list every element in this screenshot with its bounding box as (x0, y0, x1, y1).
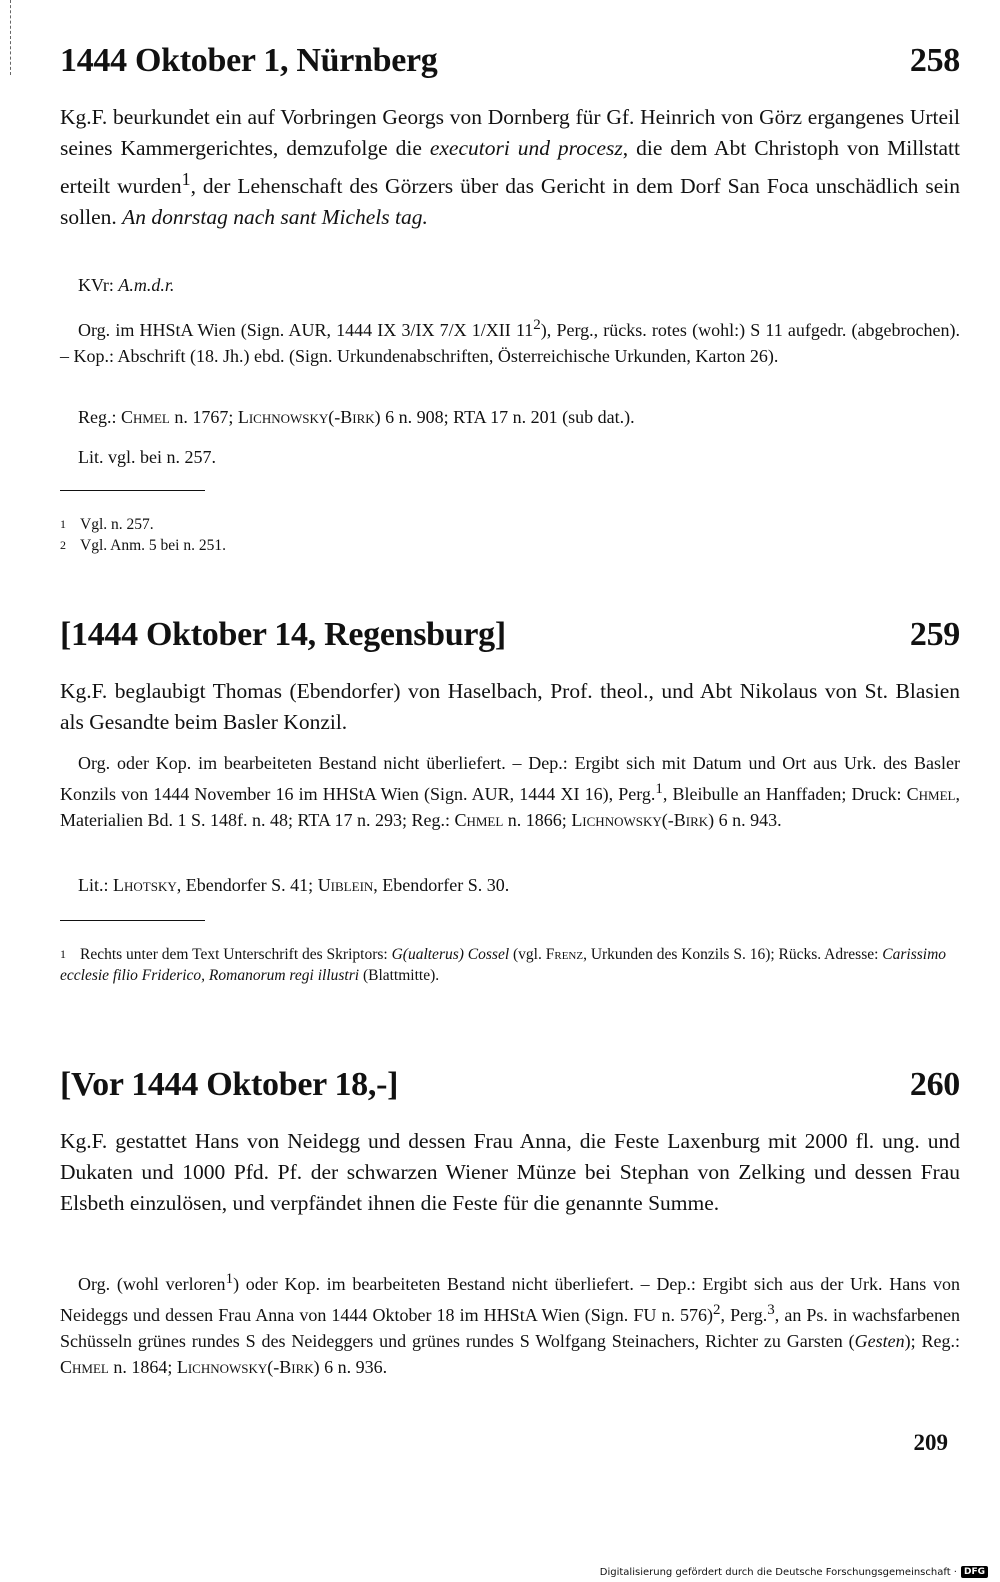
footnote-divider (60, 490, 205, 491)
dfg-logo: DFG (961, 1566, 988, 1578)
credit-text: Digitalisierung gefördert durch die Deutsche Forschungsgemeinschaft · (599, 1566, 957, 1578)
entry-number: 260 (909, 1066, 960, 1103)
entry-259-literature: Lit.: Lhotsky, Ebendorfer S. 41; Uiblein, Ebendorfer S. 30. (78, 875, 510, 895)
entry-258-abstract: Kg.F. beurkundet ein auf Vorbringen Georgs von Dornberg für Gf. Heinrich von Görz ergangenes Urteil seines Kammergerichtes, demzufolge die executori und procesz, die dem Abt Christoph von Millstatt erteilt wurden$^1$, der Lehenschaft des Görzers über das Gericht in dem Dorf San Foca unschädlich sein sollen. An donrstag nach sant Michels tag. (60, 105, 961, 230)
entry-258-heading (60, 42, 960, 80)
entry-260-tradition: Org. (wohl verloren$^1$) oder Kop. im bearbeiteten Bestand nicht überliefert. – Dep.: Ergibt sich aus der Urk. Hans von Neideggs und dessen Frau Anna von 1444 Oktober 18 im HHStA Wien (Sign. FU n. 576)$^2$, Perg.$^3$, an Ps. in wachsfarbenen Schüsseln grünes rundes S des Neideggers und grünes rundes S Wolfgang Steinachers, Richter zu Garsten (Gesten); Reg.: Chmel n. 1864; Lichnowsky(-Birk) 6 n. 936. (60, 1271, 961, 1377)
entry-259-footnote-1: 1 Rechts unter dem Text Unterschrift des Skriptors: G(ualterus) Cossel (vgl. Frenz, Urkunden des Konzils S. 16); Rücks. Adresse: Carissimo ecclesie filio Friderico, Romanorum regi illustri (Blattmitte). (60, 946, 947, 984)
entry-260-heading (60, 1066, 960, 1104)
entry-258-tradition: Org. im HHStA Wien (Sign. AUR, 1444 IX 3/IX 7/X 1/XII $11^2$), Perg., rücks. rotes (wohl:) S 11 aufgedr. (abgebrochen). – Kop.: Abschrift (18. Jh.) ebd. (Sign. Urkundenabschriften, Österreichische Urkunden, Karton 26). (60, 317, 960, 366)
crop-mark (10, 0, 11, 75)
entry-number: 258 (909, 42, 960, 79)
digitization-credit (600, 1566, 988, 1578)
entry-259-abstract: Kg.F. beglaubigt Thomas (Ebendorfer) von Haselbach, Prof. theol., und Abt Nikolaus von St. Blasien als Gesandte beim Basler Konzil. (60, 679, 960, 734)
entry-260-abstract: Kg.F. gestattet Hans von Neidegg und dessen Frau Anna, die Feste Laxenburg mit 2000 fl. ung. und Dukaten und 1000 Pfd. Pf. der schwarzen Wiener Münze bei Stephan von Zelking und dessen Frau Elsbeth einzulösen, und verpfändet ihnen die Feste für die genannte Summe. (60, 1129, 960, 1215)
page-number: 209 (913, 1430, 948, 1455)
entry-258-literature: Lit. vgl. bei n. 257. (78, 447, 216, 467)
entry-date-place: 1444 Oktober 1, Nürnberg (60, 42, 438, 79)
footnote-divider (60, 920, 205, 921)
entry-258-footnote-1: 1 Vgl. n. 257. (60, 516, 154, 533)
entry-259-heading (60, 616, 960, 654)
dating-clause: An donrstag nach sant Michels tag. (122, 205, 428, 230)
entry-number: 259 (909, 616, 960, 653)
entry-date-place: [Vor 1444 Oktober 18,-] (60, 1066, 399, 1103)
entry-date-place: [1444 Oktober 14, Regensburg] (60, 616, 506, 653)
entry-258-kvr: KVr: A.m.d.r. (78, 275, 175, 295)
entry-259-tradition: Org. oder Kop. im bearbeiteten Bestand nicht überliefert. – Dep.: Ergibt sich mit Datum und Ort aus Urk. des Basler Konzils von 1444 November 16 im HHStA Wien (Sign. AUR, 1444 XI 16), Perg.$^1$, Bleibulle an Hanffaden; Druck: Chmel, Materialien Bd. 1 S. 148f. n. 48; RTA 17 n. 293; Reg.: Chmel n. 1866; Lichnowsky(-Birk) 6 n. 943. (60, 753, 960, 830)
entry-258-regesta: Reg.: Chmel n. 1767; Lichnowsky(-Birk) 6 n. 908; RTA 17 n. 201 (sub dat.). (78, 407, 635, 427)
entry-258-footnote-2: 2 Vgl. Anm. 5 bei n. 251. (60, 537, 226, 554)
